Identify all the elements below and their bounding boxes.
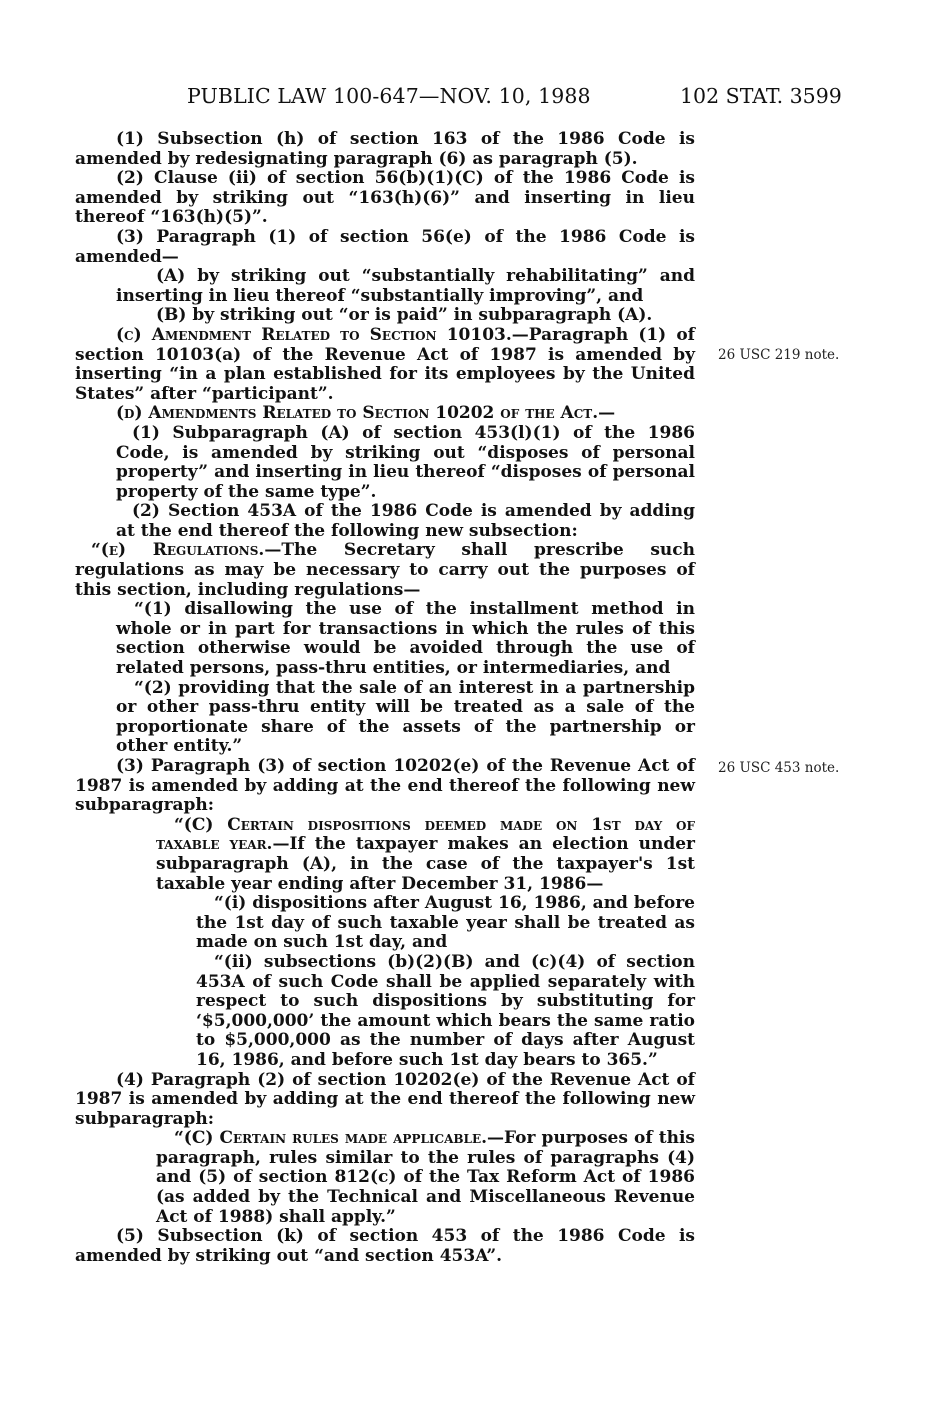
subparagraph-c4-text: —For purposes of this paragraph, rules similar to the rules of paragraphs (4) and (5) of section 812(c) of the Tax Reform Act of 1986 (as added by the Technical and Miscellaneous Revenue Act of 1988) shall apply.” — [156, 1128, 695, 1227]
paragraph-d2: (2) Section 453A of the 1986 Code is amended by adding at the end thereof the following new subsection: — [116, 501, 695, 541]
page-header — [0, 84, 949, 114]
paragraph-d4: (4) Paragraph (2) of section 10202(e) of the Revenue Act of 1987 is amended by adding at the end thereof the following new subparagraph: — [75, 1069, 695, 1129]
paragraph-d5: (5) Subsection (k) of section 453 of the 1986 Code is amended by striking out “and section 453A”. — [75, 1226, 695, 1266]
subsection-e-text: —The Secretary shall prescribe such regulations as may be necessary to carry out the purposes of this section, including regulations— — [75, 540, 695, 600]
paragraph-d3: (3) Paragraph (3) of section 10202(e) of the Revenue Act of 1987 is amended by adding at the end thereof the following new subparagraph: — [75, 756, 695, 816]
document-body — [75, 130, 695, 1266]
stat-page-number: 102 STAT. 3599 — [680, 84, 842, 108]
paragraph-e1: “(1) disallowing the use of the installment method in whole or in part for transactions in which the rules of this section otherwise would be avoided through the use of related persons, pass-thru entities, or intermediaries, and — [116, 599, 695, 679]
side-note-453: 26 USC 453 note. — [718, 760, 840, 776]
clause-c3-ii: “(ii) subsections (b)(2)(B) and (c)(4) of section 453A of such Code shall be applied separately with respect to such dispositions by substituting for ‘$5,000,000’ the amount which bears the same ratio to $5,000,000 as the number of days after August 16, 1986, and before such 1st day bears to 365.” — [196, 951, 695, 1070]
running-title: PUBLIC LAW 100-647—NOV. 10, 1988 — [187, 84, 591, 108]
subparagraph-c4-heading: “(C) Certain rules made applicable. — [174, 1128, 488, 1149]
subsection-c-text: —Paragraph (1) of section 10103(a) of the Revenue Act of 1987 is amended by inserting “in a plan established for its employees by the United States” after “participant”. — [75, 324, 695, 404]
paragraph-2: (2) Clause (ii) of section 56(b)(1)(C) of the 1986 Code is amended by striking out “163(h)(6)” and inserting in lieu thereof “163(h)(5)”. — [75, 168, 695, 228]
subparagraph-c3 — [75, 816, 695, 894]
paragraph-3a: (A) by striking out “substantially rehabilitating” and inserting in lieu thereof “substantially improving”, and — [116, 266, 695, 306]
side-note-219: 26 USC 219 note. — [718, 347, 840, 363]
subparagraph-c3-text: —If the taxpayer makes an election under subparagraph (A), in the case of the taxpayer's 1st taxable year ending after December 31, 1986— — [156, 834, 695, 894]
subsection-c — [75, 326, 695, 404]
subparagraph-c3-heading: “(C) Certain dispositions deemed made on 1st day of taxable year. — [156, 814, 695, 855]
paragraph-1: (1) Subsection (h) of section 163 of the 1986 Code is amended by redesignating paragraph (6) as paragraph (5). — [75, 129, 695, 169]
clause-c3-i: “(i) dispositions after August 16, 1986, and before the 1st day of such taxable year shall be treated as made on such 1st day, and — [196, 893, 695, 953]
paragraph-3b: (B) by striking out “or is paid” in subparagraph (A). — [156, 305, 653, 326]
subsection-c-heading: (c) Amendment Related to Section 10103. — [116, 324, 512, 345]
subsection-d-dash: — — [598, 403, 616, 424]
subsection-e — [75, 541, 695, 600]
paragraph-3: (3) Paragraph (1) of section 56(e) of the 1986 Code is amended— — [75, 226, 695, 267]
subsection-d-heading: (d) Amendments Related to Section 10202 of the Act. — [116, 403, 599, 424]
paragraph-e2: “(2) providing that the sale of an interest in a partnership or other pass-thru entity will be treated as a sale of the proportionate share of the assets of the partnership or other entity.” — [116, 677, 695, 757]
subparagraph-c4 — [75, 1129, 695, 1227]
subsection-d — [75, 404, 695, 424]
paragraph-d1: (1) Subparagraph (A) of section 453(l)(1) of the 1986 Code, is amended by striking out “disposes of personal property” and inserting in lieu thereof “disposes of personal property of the same type”. — [116, 422, 695, 502]
subsection-e-heading: “(e) Regulations. — [91, 540, 265, 561]
